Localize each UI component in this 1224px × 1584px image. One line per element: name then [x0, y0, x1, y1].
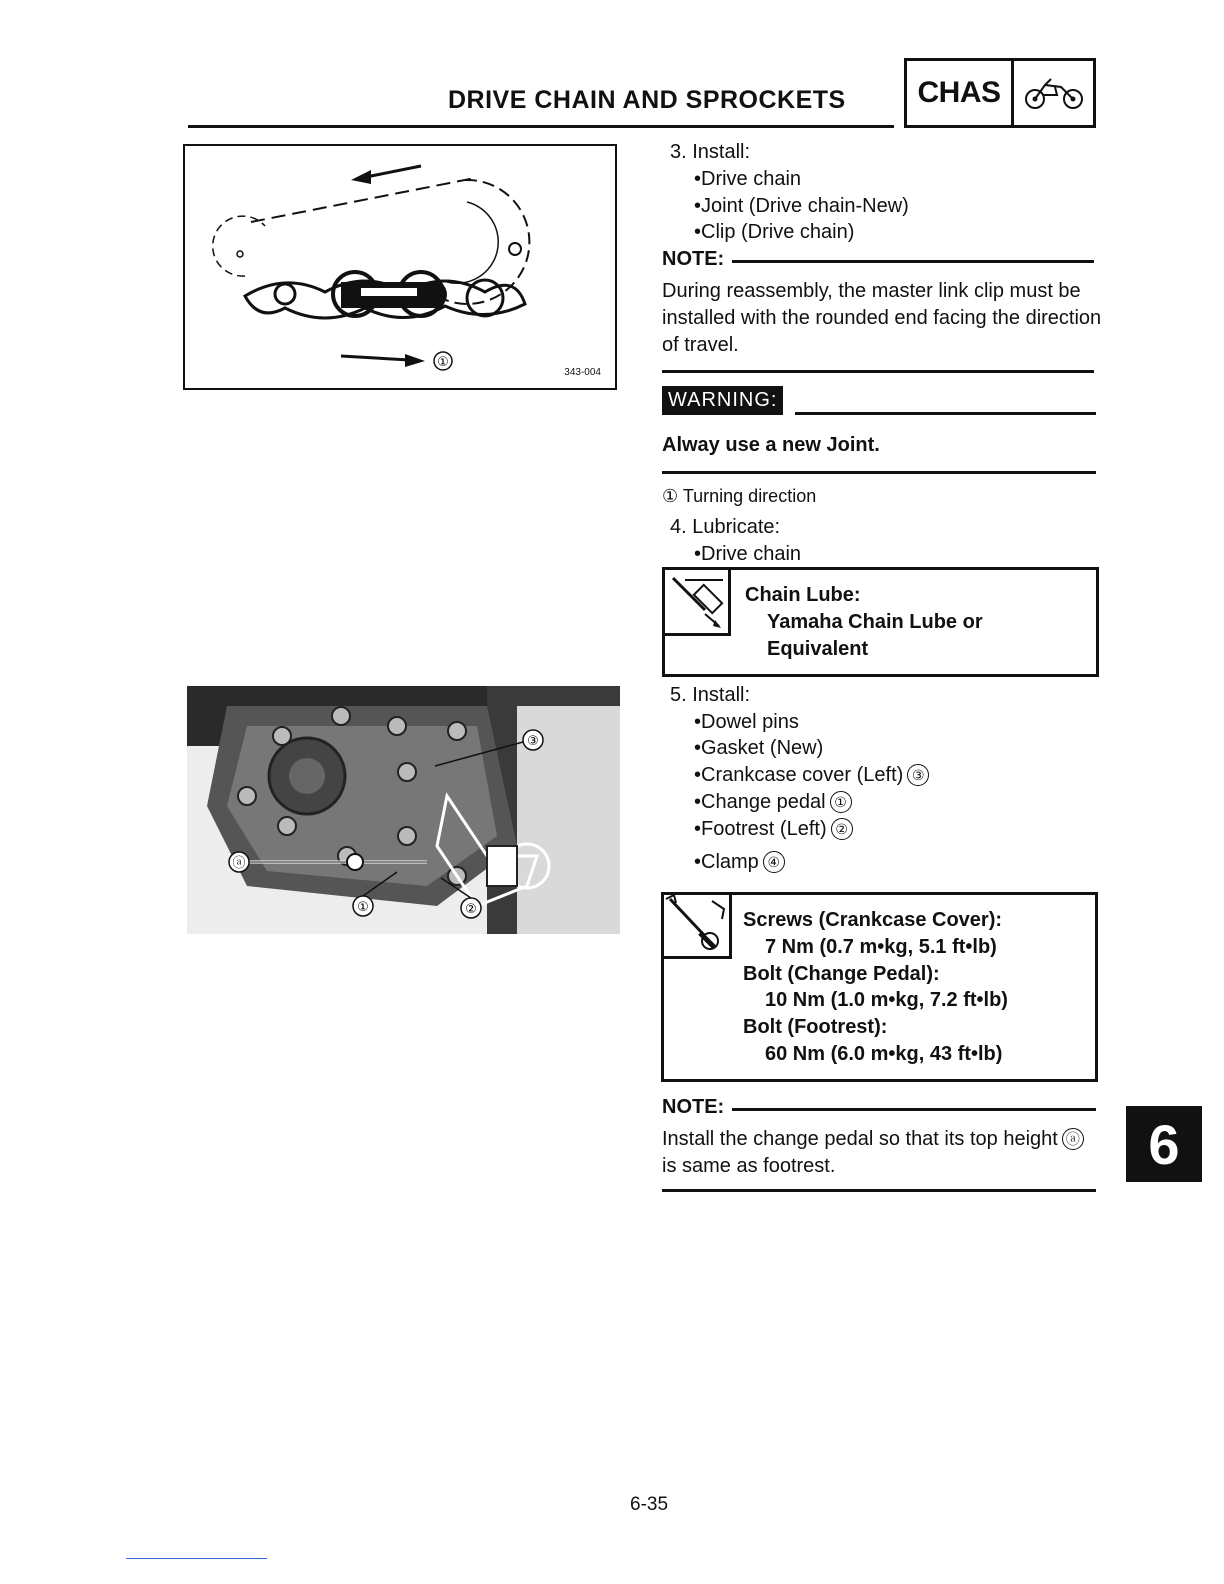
header-rule	[188, 125, 894, 128]
step3-item: •Drive chain	[694, 168, 802, 190]
step3-item: •Clip (Drive chain)	[694, 221, 855, 243]
page-title: DRIVE CHAIN AND SPROCKETS	[448, 86, 846, 114]
step5-item-text: •Clamp	[694, 851, 759, 873]
lube-line1: Yamaha Chain Lube or	[767, 611, 983, 633]
torque-line1: Screws (Crankcase Cover):	[743, 909, 1003, 931]
step5-item-pedal	[694, 791, 852, 814]
lube-spec-box	[662, 567, 1099, 677]
note2-heading	[662, 1096, 1096, 1119]
section-badge	[904, 58, 1096, 128]
photo-callout-1: ①	[357, 900, 369, 915]
ref-3: ③	[907, 764, 929, 786]
warning-rule-bottom	[662, 471, 1096, 474]
motorcycle-icon	[1014, 61, 1093, 125]
warning-heading	[662, 386, 1096, 415]
lube-title: Chain Lube:	[745, 584, 861, 606]
step5-item: •Gasket (New)	[694, 737, 824, 759]
torque-spec-box	[661, 892, 1098, 1082]
page-number: 6-35	[630, 1494, 669, 1515]
note2-rule	[662, 1189, 1096, 1192]
grease-gun-icon	[665, 570, 731, 636]
fig1-callout: ①	[437, 355, 449, 370]
step5-item-footrest	[694, 818, 853, 841]
step4-label: 4. Lubricate:	[670, 516, 781, 538]
step3-label: 3. Install:	[670, 141, 751, 163]
note2-line2: is same as footrest.	[662, 1155, 836, 1177]
photo-callout-a: ⓐ	[232, 856, 246, 871]
step5-label: 5. Install:	[670, 684, 751, 706]
torque-line6: 60 Nm (6.0 m•kg, 43 ft•lb)	[765, 1043, 1003, 1065]
chain-diagram-figure	[183, 144, 617, 390]
step4-item: •Drive chain	[694, 543, 802, 565]
lube-line2: Equivalent	[767, 638, 869, 660]
photo-callout-2: ②	[465, 902, 477, 917]
ref-2: ②	[831, 818, 853, 840]
note2-line1: Install the change pedal so that its top height	[662, 1128, 1058, 1150]
ref-a: ⓐ	[1062, 1128, 1084, 1150]
step5-item-text: •Footrest (Left)	[694, 818, 827, 840]
step5-item-text: •Change pedal	[694, 791, 826, 813]
torque-line4: 10 Nm (1.0 m•kg, 7.2 ft•lb)	[765, 989, 1008, 1011]
torque-line5: Bolt (Footrest):	[743, 1016, 888, 1038]
step3-item: •Joint (Drive chain-New)	[694, 195, 909, 217]
warning-text: Alway use a new Joint.	[662, 434, 880, 456]
torque-line2: 7 Nm (0.7 m•kg, 5.1 ft•lb)	[765, 936, 997, 958]
section-badge-label: CHAS	[907, 61, 1014, 125]
figure-legend: ① Turning direction	[662, 486, 817, 506]
step5-item: •Dowel pins	[694, 711, 799, 733]
chapter-tab: 6	[1126, 1106, 1202, 1182]
note2-line1-row	[662, 1126, 1102, 1153]
torque-wrench-icon	[664, 895, 732, 959]
step5-item-text: •Crankcase cover (Left)	[694, 764, 904, 786]
note1-label: NOTE:	[662, 248, 725, 270]
warning-label: WARNING:	[662, 386, 783, 415]
step5-item-clamp	[694, 851, 785, 874]
ref-1: ①	[830, 791, 852, 813]
note2-label: NOTE:	[662, 1096, 725, 1118]
warning-rule	[795, 412, 1096, 415]
photo-callout-3: ③	[527, 734, 539, 749]
footer-line	[126, 1558, 267, 1559]
figure-code: 343-004	[564, 367, 601, 378]
torque-line3: Bolt (Change Pedal):	[743, 963, 940, 985]
step5-item-crankcase	[694, 764, 929, 787]
note1-rule	[662, 370, 1094, 373]
crankcase-cover-photo	[187, 686, 620, 934]
note1-heading	[662, 248, 1094, 271]
ref-4: ④	[763, 851, 785, 873]
note1-text: During reassembly, the master link clip must be installed with the rounded end facing the direction of travel.	[662, 280, 1102, 356]
